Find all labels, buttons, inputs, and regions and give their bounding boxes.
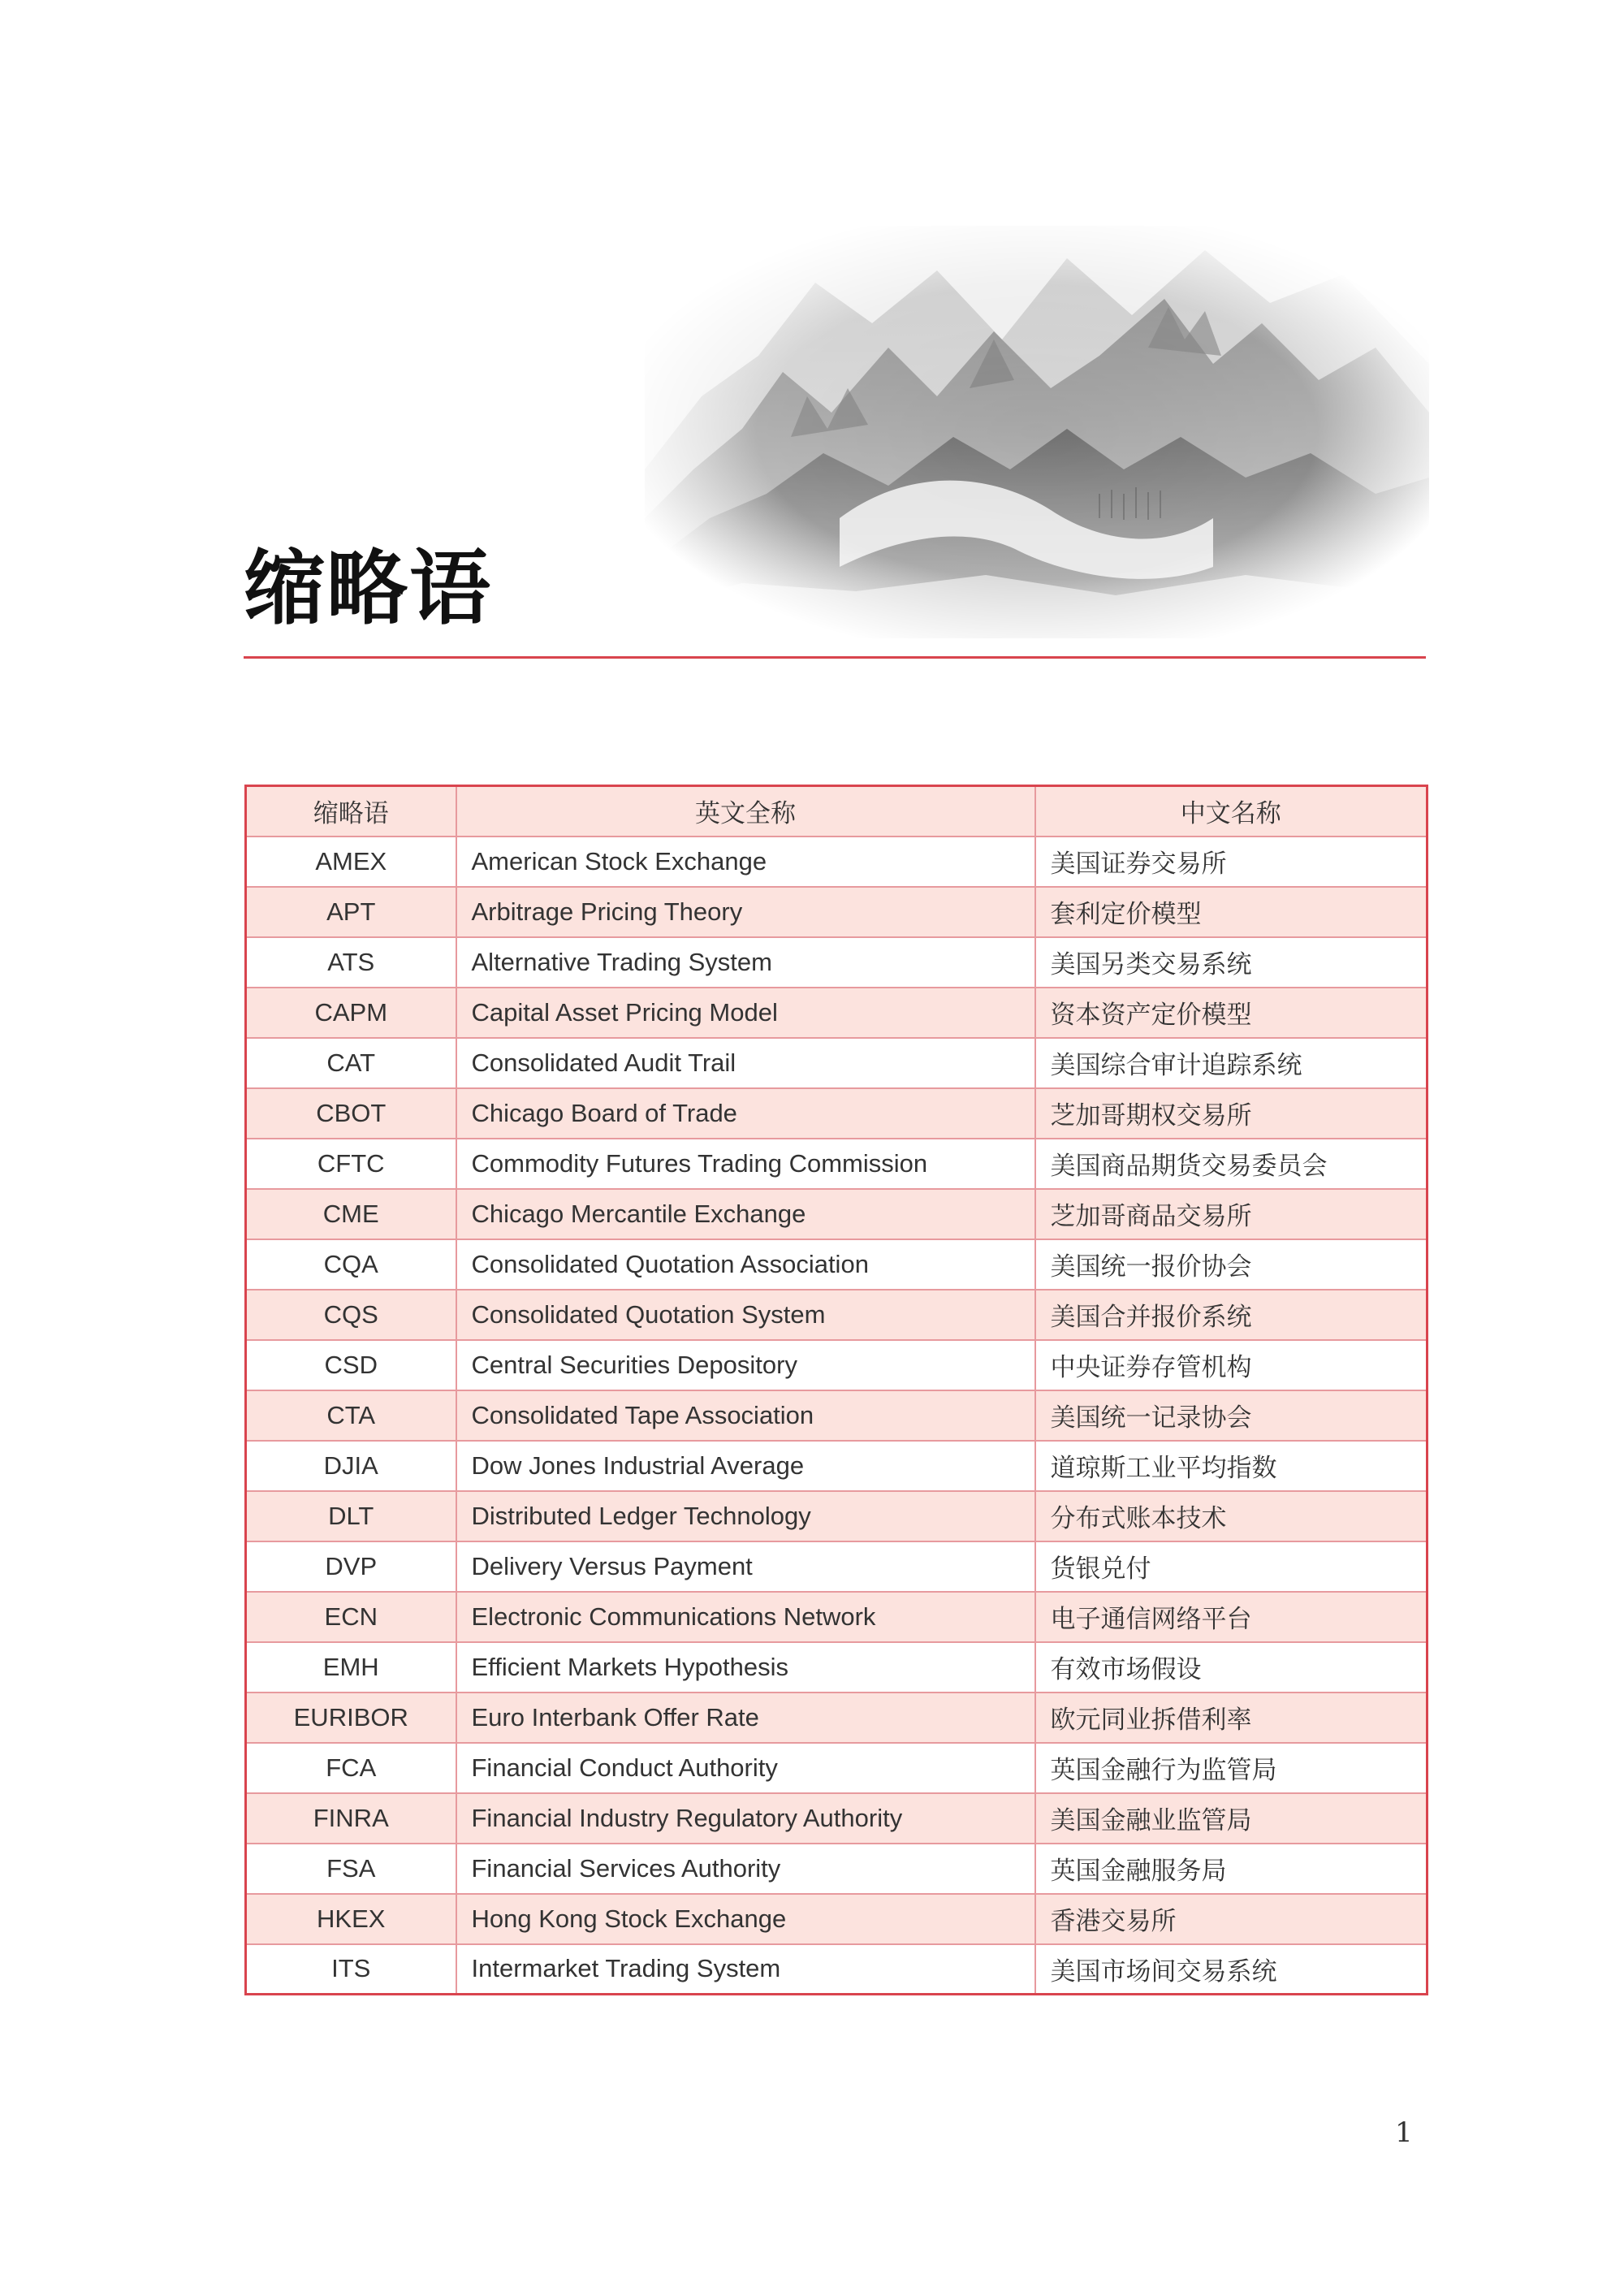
table-row [246, 1592, 1427, 1642]
english-name-cell: Financial Industry Regulatory Authority [456, 1793, 1035, 1844]
abbreviation-cell: EMH [246, 1642, 456, 1693]
english-name-cell: Hong Kong Stock Exchange [456, 1894, 1035, 1944]
table-row [246, 1944, 1427, 1995]
abbreviation-cell: ECN [246, 1592, 456, 1642]
chinese-name-cell: 美国证券交易所 [1035, 837, 1427, 887]
chinese-name-cell: 美国统一记录协会 [1035, 1390, 1427, 1441]
abbreviation-cell: APT [246, 887, 456, 937]
chinese-name-cell: 香港交易所 [1035, 1894, 1427, 1944]
table-row [246, 837, 1427, 887]
table-row [246, 1441, 1427, 1491]
page-title: 缩略语 [244, 540, 492, 636]
table-row [246, 1844, 1427, 1894]
abbreviation-cell: AMEX [246, 837, 456, 887]
header-abbreviation: 缩略语 [246, 786, 456, 837]
abbreviation-cell: CQA [246, 1239, 456, 1290]
abbreviation-cell: CSD [246, 1340, 456, 1390]
abbreviation-cell: CAT [246, 1038, 456, 1088]
chinese-name-cell: 美国市场间交易系统 [1035, 1944, 1427, 1995]
english-name-cell: Chicago Mercantile Exchange [456, 1189, 1035, 1239]
table-header-row [246, 786, 1427, 837]
abbreviation-cell: CTA [246, 1390, 456, 1441]
table-row [246, 1793, 1427, 1844]
english-name-cell: Chicago Board of Trade [456, 1088, 1035, 1139]
english-name-cell: Electronic Communications Network [456, 1592, 1035, 1642]
table-row [246, 937, 1427, 988]
chinese-name-cell: 美国金融业监管局 [1035, 1793, 1427, 1844]
chinese-name-cell: 美国统一报价协会 [1035, 1239, 1427, 1290]
english-name-cell: American Stock Exchange [456, 837, 1035, 887]
table-row [246, 1038, 1427, 1088]
table-row [246, 1491, 1427, 1541]
english-name-cell: Financial Services Authority [456, 1844, 1035, 1894]
table-row [246, 1139, 1427, 1189]
table-row [246, 1743, 1427, 1793]
table-row [246, 1239, 1427, 1290]
english-name-cell: Consolidated Quotation Association [456, 1239, 1035, 1290]
abbreviation-cell: CBOT [246, 1088, 456, 1139]
english-name-cell: Commodity Futures Trading Commission [456, 1139, 1035, 1189]
header-english-name: 英文全称 [456, 786, 1035, 837]
abbreviation-cell: ATS [246, 937, 456, 988]
chinese-name-cell: 芝加哥商品交易所 [1035, 1189, 1427, 1239]
chinese-name-cell: 英国金融服务局 [1035, 1844, 1427, 1894]
chinese-name-cell: 美国综合审计追踪系统 [1035, 1038, 1427, 1088]
abbreviation-cell: ITS [246, 1944, 456, 1995]
table-row [246, 1541, 1427, 1592]
abbreviation-cell: EURIBOR [246, 1693, 456, 1743]
table-row [246, 1189, 1427, 1239]
table-body [246, 837, 1427, 1995]
abbreviation-cell: DVP [246, 1541, 456, 1592]
table-row [246, 988, 1427, 1038]
chinese-name-cell: 有效市场假设 [1035, 1642, 1427, 1693]
abbreviation-cell: DLT [246, 1491, 456, 1541]
abbreviation-cell: CME [246, 1189, 456, 1239]
english-name-cell: Euro Interbank Offer Rate [456, 1693, 1035, 1743]
chinese-name-cell: 中央证券存管机构 [1035, 1340, 1427, 1390]
table-row [246, 1088, 1427, 1139]
english-name-cell: Arbitrage Pricing Theory [456, 887, 1035, 937]
english-name-cell: Consolidated Audit Trail [456, 1038, 1035, 1088]
table-row [246, 887, 1427, 937]
english-name-cell: Consolidated Tape Association [456, 1390, 1035, 1441]
title-divider [244, 656, 1426, 659]
abbreviation-cell: CAPM [246, 988, 456, 1038]
header-chinese-name: 中文名称 [1035, 786, 1427, 837]
table-row [246, 1340, 1427, 1390]
english-name-cell: Financial Conduct Authority [456, 1743, 1035, 1793]
abbreviation-cell: FSA [246, 1844, 456, 1894]
abbreviation-cell: FINRA [246, 1793, 456, 1844]
table-row [246, 1642, 1427, 1693]
english-name-cell: Efficient Markets Hypothesis [456, 1642, 1035, 1693]
english-name-cell: Distributed Ledger Technology [456, 1491, 1035, 1541]
english-name-cell: Capital Asset Pricing Model [456, 988, 1035, 1038]
table-row [246, 1390, 1427, 1441]
english-name-cell: Alternative Trading System [456, 937, 1035, 988]
abbreviation-cell: FCA [246, 1743, 456, 1793]
chinese-name-cell: 英国金融行为监管局 [1035, 1743, 1427, 1793]
abbreviation-cell: HKEX [246, 1894, 456, 1944]
chinese-name-cell: 货银兑付 [1035, 1541, 1427, 1592]
chinese-name-cell: 套利定价模型 [1035, 887, 1427, 937]
chinese-name-cell: 电子通信网络平台 [1035, 1592, 1427, 1642]
chinese-name-cell: 美国合并报价系统 [1035, 1290, 1427, 1340]
page-number: 1 [1395, 2116, 1413, 2149]
english-name-cell: Central Securities Depository [456, 1340, 1035, 1390]
english-name-cell: Dow Jones Industrial Average [456, 1441, 1035, 1491]
chinese-name-cell: 美国商品期货交易委员会 [1035, 1139, 1427, 1189]
abbreviation-table [244, 785, 1428, 1995]
abbreviation-cell: CFTC [246, 1139, 456, 1189]
table-row [246, 1894, 1427, 1944]
chinese-name-cell: 芝加哥期权交易所 [1035, 1088, 1427, 1139]
table-row [246, 1693, 1427, 1743]
abbreviation-cell: DJIA [246, 1441, 456, 1491]
chinese-name-cell: 美国另类交易系统 [1035, 937, 1427, 988]
chinese-name-cell: 欧元同业拆借利率 [1035, 1693, 1427, 1743]
table-row [246, 1290, 1427, 1340]
english-name-cell: Consolidated Quotation System [456, 1290, 1035, 1340]
english-name-cell: Intermarket Trading System [456, 1944, 1035, 1995]
landscape-painting [645, 226, 1429, 638]
abbreviation-cell: CQS [246, 1290, 456, 1340]
chinese-name-cell: 分布式账本技术 [1035, 1491, 1427, 1541]
chinese-name-cell: 道琼斯工业平均指数 [1035, 1441, 1427, 1491]
chinese-name-cell: 资本资产定价模型 [1035, 988, 1427, 1038]
english-name-cell: Delivery Versus Payment [456, 1541, 1035, 1592]
